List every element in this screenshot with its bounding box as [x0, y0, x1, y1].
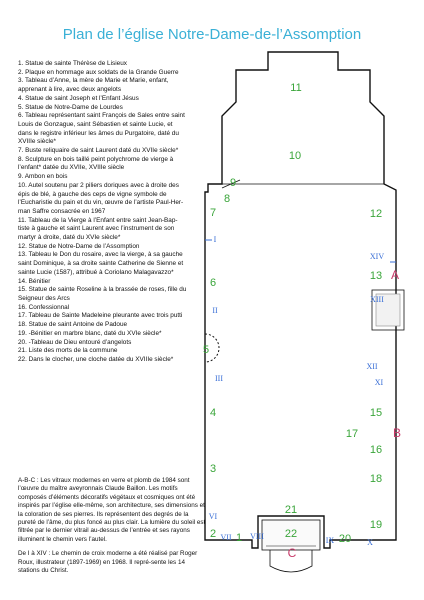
plan-number-13: 13: [369, 270, 383, 282]
legend-item: l’enfant* datée du XVIIe, XVIIIe siècle: [18, 164, 125, 172]
legend-item: 21. Liste des morts de la commune: [18, 347, 118, 355]
station-XIV: XIV: [369, 252, 385, 261]
plan-number-16: 16: [369, 444, 383, 456]
station-I: I: [213, 235, 217, 244]
station-II: II: [212, 306, 218, 315]
legend-item: XVIIIe siècle*: [18, 138, 57, 146]
legend-item: épis de blé, à gauche des ceps de vigne symbole de: [18, 190, 167, 198]
legend-item: 3. Tableau d’Anne, la mère de Marie et Marie, enfant,: [18, 77, 169, 85]
plan-number-20: 20: [338, 533, 352, 545]
plan-numbers: [202, 82, 385, 545]
plan-number-19: 19: [369, 519, 383, 531]
legend-item: 20. -Tableau de Dieu entouré d’angelots: [18, 338, 132, 346]
plan-number-11: 11: [290, 82, 302, 94]
legend-item: man Saffre consacrée en 1967: [18, 207, 106, 215]
station-IX: IX: [325, 536, 335, 545]
plan-number-22: 22: [284, 528, 298, 540]
legend-item: 1. Statue de sainte Thérèse de Lisieux: [18, 60, 127, 67]
legend-item: 10. Autel soutenu par 2 piliers doriques avec à droite des: [18, 181, 179, 189]
legend-item: 11. Tableau de la Vierge à l’Enfant entre saint Jean-Bap-: [18, 216, 178, 224]
plan-number-18: 18: [369, 473, 383, 485]
plan-number-1: 1: [235, 532, 243, 544]
plan-number-8: 8: [223, 193, 231, 205]
plan-number-9: 9: [229, 177, 237, 189]
legend-item: 4. Statue de saint Joseph et l’Enfant Jésus: [18, 94, 139, 102]
plan-number-12: 12: [369, 208, 383, 220]
stations-of-cross: [209, 235, 385, 547]
station-XIII: XIII: [370, 295, 384, 304]
legend-item: 16. Confessionnal: [18, 303, 70, 311]
stations-note: De I à XIV : Le chemin de croix moderne a été réalisé par Roger Roux, illustrateur (1897-1969) en 1968. Il repré-sente les 14 stations du Christ.: [18, 550, 198, 575]
legend-item: 2. Plaque en hommage aux soldats de la Grande Guerre: [18, 68, 179, 76]
window-A: A: [390, 268, 400, 282]
legend-item: 18. Statue de saint Antoine de Padoue: [18, 321, 128, 329]
station-III: III: [215, 374, 223, 383]
page-title: Plan de l’église Notre-Dame-de-l’Assomption: [62, 26, 362, 43]
legend-item: Louis de Gonzague, saint Sébastien et sainte Lucie, et: [18, 120, 173, 128]
plan-number-4: 4: [209, 407, 217, 419]
plan-outline: [202, 52, 396, 548]
plan-number-3: 3: [209, 463, 217, 475]
station-VII: VII: [220, 533, 232, 542]
legend-item: 8. Sculpture en bois taillé peint polychrome de vierge à: [18, 155, 174, 163]
legend-item: 14. Bénitier: [18, 277, 51, 285]
station-XII: XII: [366, 362, 378, 371]
legend-item: martyr à droite, daté du XVIe siècle*: [18, 234, 121, 242]
plan-number-2: 2: [209, 528, 217, 540]
legend-item: saint Dominique, à sa droite sainte Catherine de Sienne et: [18, 260, 184, 268]
plan-number-21: 21: [284, 504, 298, 516]
legend-item: 7. Buste reliquaire de saint Laurent daté du XVIIe siècle*: [18, 147, 179, 155]
station-XI: XI: [374, 378, 384, 387]
stained-glass-note: A-B-C : Les vitraux modernes en verre et plomb de 1984 sont l’œuvre du maître aveyronnais Claude Baillon. Les motifs composés d’éléments décoratifs végétaux et cosmiques ont été inspirés par l’église elle-même, son architecture, ses dimensions et la coloration de ses pierres. Ils représentent des degrés de la pureté de l’âme, du plus foncé au plus clair. La lumière du soleil est filtrée par le dernier vitrail au-dessus de l’entrée et ses rayons illuminent le chemin vers l’autel.: [18, 477, 206, 543]
legend-item: 22. Dans le clocher, une cloche datée du XVIIIe siècle*: [18, 355, 174, 363]
legend-item: 17. Tableau de Sainte Madeleine pleurante avec trois putti: [18, 312, 183, 320]
plan-number-10: 10: [288, 150, 302, 162]
legend-item: l’Eucharistie du pain et du vin, œuvre de l’artiste Paul-Her-: [18, 199, 184, 207]
legend-item: 19. -Bénitier en marbre blanc, daté du XVIe siècle*: [18, 329, 162, 337]
window-B: B: [392, 426, 402, 440]
plan-number-5: 5: [202, 344, 210, 356]
legend-item: Seigneur des Arcs: [18, 294, 70, 302]
station-X: X: [367, 538, 373, 547]
legend-item: 15. Statue de sainte Roseline à la brassée de roses, fille du: [18, 286, 187, 294]
legend-item: 5. Statue de Notre-Dame de Lourdes: [18, 103, 123, 111]
legend-item: 9. Ambon en bois: [18, 173, 68, 181]
window-C: C: [287, 546, 297, 560]
legend-item: sainte Lucie (1587), attribué à Coriolano Malagavazzo*: [18, 268, 174, 276]
legend-item: tiste à gauche et saint Laurent avec l’instrument de son: [18, 225, 175, 233]
legend-item: 6. Tableau représentant saint François de Sales entre saint: [18, 112, 185, 120]
plan-number-6: 6: [209, 277, 217, 289]
legend-item: 12. Statue de Notre-Dame de l’Assomption: [18, 242, 140, 250]
plan-number-17: 17: [345, 428, 359, 440]
plan-number-15: 15: [369, 407, 383, 419]
legend-item: dans le registre inférieur les âmes du Purgatoire, daté du: [18, 129, 179, 137]
station-VI: VI: [208, 512, 218, 521]
plan-number-7: 7: [209, 207, 217, 219]
legend-item: apprenant à lire, avec deux angelots: [18, 86, 122, 94]
legend-item: 13. Tableau le Don du rosaire, avec la vierge, à sa gauche: [18, 251, 183, 259]
station-VIII: VIII: [250, 532, 264, 541]
